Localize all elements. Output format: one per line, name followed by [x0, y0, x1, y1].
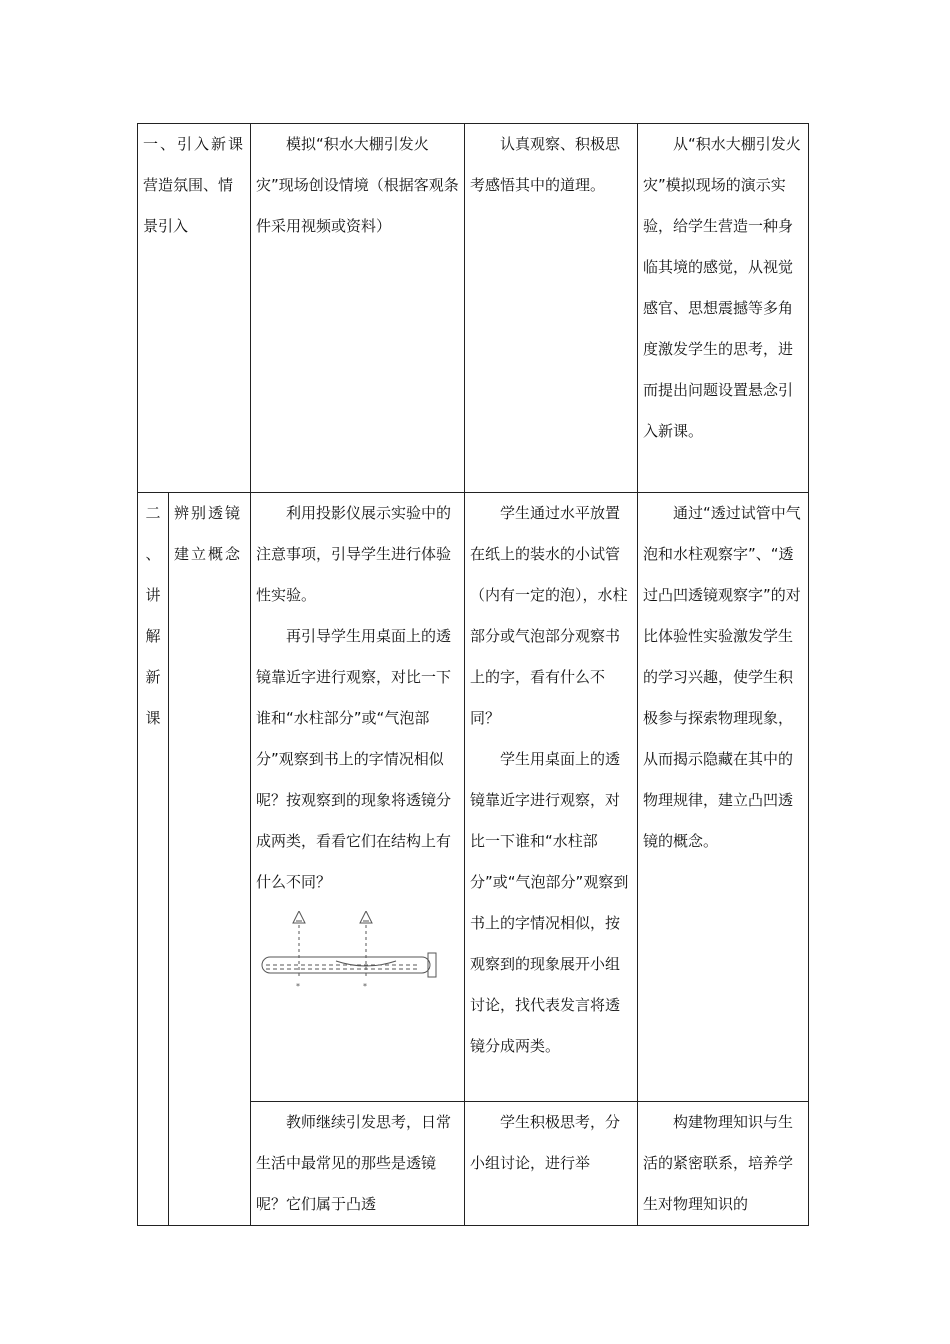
svg-text:*: *: [363, 982, 368, 991]
student-activity-text: 认真观察、积极思考感悟其中的道理。: [470, 135, 621, 194]
lesson-plan-table: [137, 123, 809, 1226]
student-activity-text: 学生用桌面上的透镜靠近字进行观察，对比一下谁和“水柱部分”或“气泡部分”观察到书上的字情况相似，按观察到的现象展开小组讨论，找代表发言将透镜分成两类。: [470, 750, 629, 1055]
stage-char: 新: [145, 668, 161, 686]
student-activity-cell: [465, 493, 638, 1102]
student-activity-cell: [465, 1102, 638, 1226]
teacher-activity-text: 教师继续引发思考，日常生活中最常见的那些是透镜呢？它们属于凸透: [256, 1113, 452, 1213]
stage-char: 讲: [145, 586, 161, 604]
stage-char: 解: [145, 627, 161, 645]
teacher-activity-text: 再引导学生用桌面上的透镜靠近字进行观察，对比一下谁和“水柱部分”或“气泡部分”观察到书上的字情况相似呢？按观察到的现象将透镜分成两类，看看它们在结构上有什么不同？: [256, 627, 452, 891]
student-activity-text: 学生通过水平放置在纸上的装水的小试管（内有一定的泡），水柱部分或气泡部分观察书上的字，看有什么不同？: [470, 504, 628, 727]
stage-title: 一、引入新课: [143, 135, 246, 153]
table-row: [138, 493, 809, 1102]
design-intent-cell: [638, 1102, 809, 1226]
design-intent-cell: [638, 493, 809, 1102]
sub-stage-text: 辨别透镜建立概念: [174, 504, 243, 563]
teacher-activity-cell: [251, 1102, 465, 1226]
sub-stage-cell: [169, 493, 251, 1226]
eye-icon: [293, 911, 305, 923]
design-intent-cell: [638, 124, 809, 493]
svg-text:*: *: [296, 982, 301, 991]
stage-char: 课: [145, 709, 161, 727]
table-row: [138, 124, 809, 493]
student-activity-text: 学生积极思考，分小组讨论，进行举: [470, 1113, 621, 1172]
stage-cell: [138, 124, 251, 493]
design-intent-text: 通过“透过试管中气泡和水柱观察字”、“透过凸凹透镜观察字”的对比体验性实验激发学生的学习兴趣，使学生积极参与探索物理现象，从而揭示隐藏在其中的物理规律，建立凸凹透镜的概念。: [643, 504, 801, 850]
design-intent-text: 构建物理知识与生活的紧密联系，培养学生对物理知识的: [643, 1113, 794, 1213]
stage-char: 二: [145, 504, 161, 522]
test-tube-diagram: [260, 911, 440, 991]
teacher-activity-text: 利用投影仪展示实验中的注意事项，引导学生进行体验性实验。: [256, 504, 452, 604]
student-activity-cell: [465, 124, 638, 493]
eye-icon: [360, 911, 372, 923]
teacher-activity-cell: [251, 124, 465, 493]
stage-char: 、: [145, 545, 161, 563]
teacher-activity-text: 模拟“积水大棚引发火灾”现场创设情境（根据客观条件采用视频或资料）: [256, 135, 459, 235]
teacher-activity-cell: [251, 493, 465, 1102]
design-intent-text: 从“积水大棚引发火灾”模拟现场的演示实验，给学生营造一种身临其境的感觉，从视觉感官、思想震撼等多角度激发学生的思考，进而提出问题设置悬念引入新课。: [643, 135, 801, 440]
stage-cell: [138, 493, 169, 1226]
stage-subtitle: 营造氛围、情景引入: [143, 176, 234, 235]
